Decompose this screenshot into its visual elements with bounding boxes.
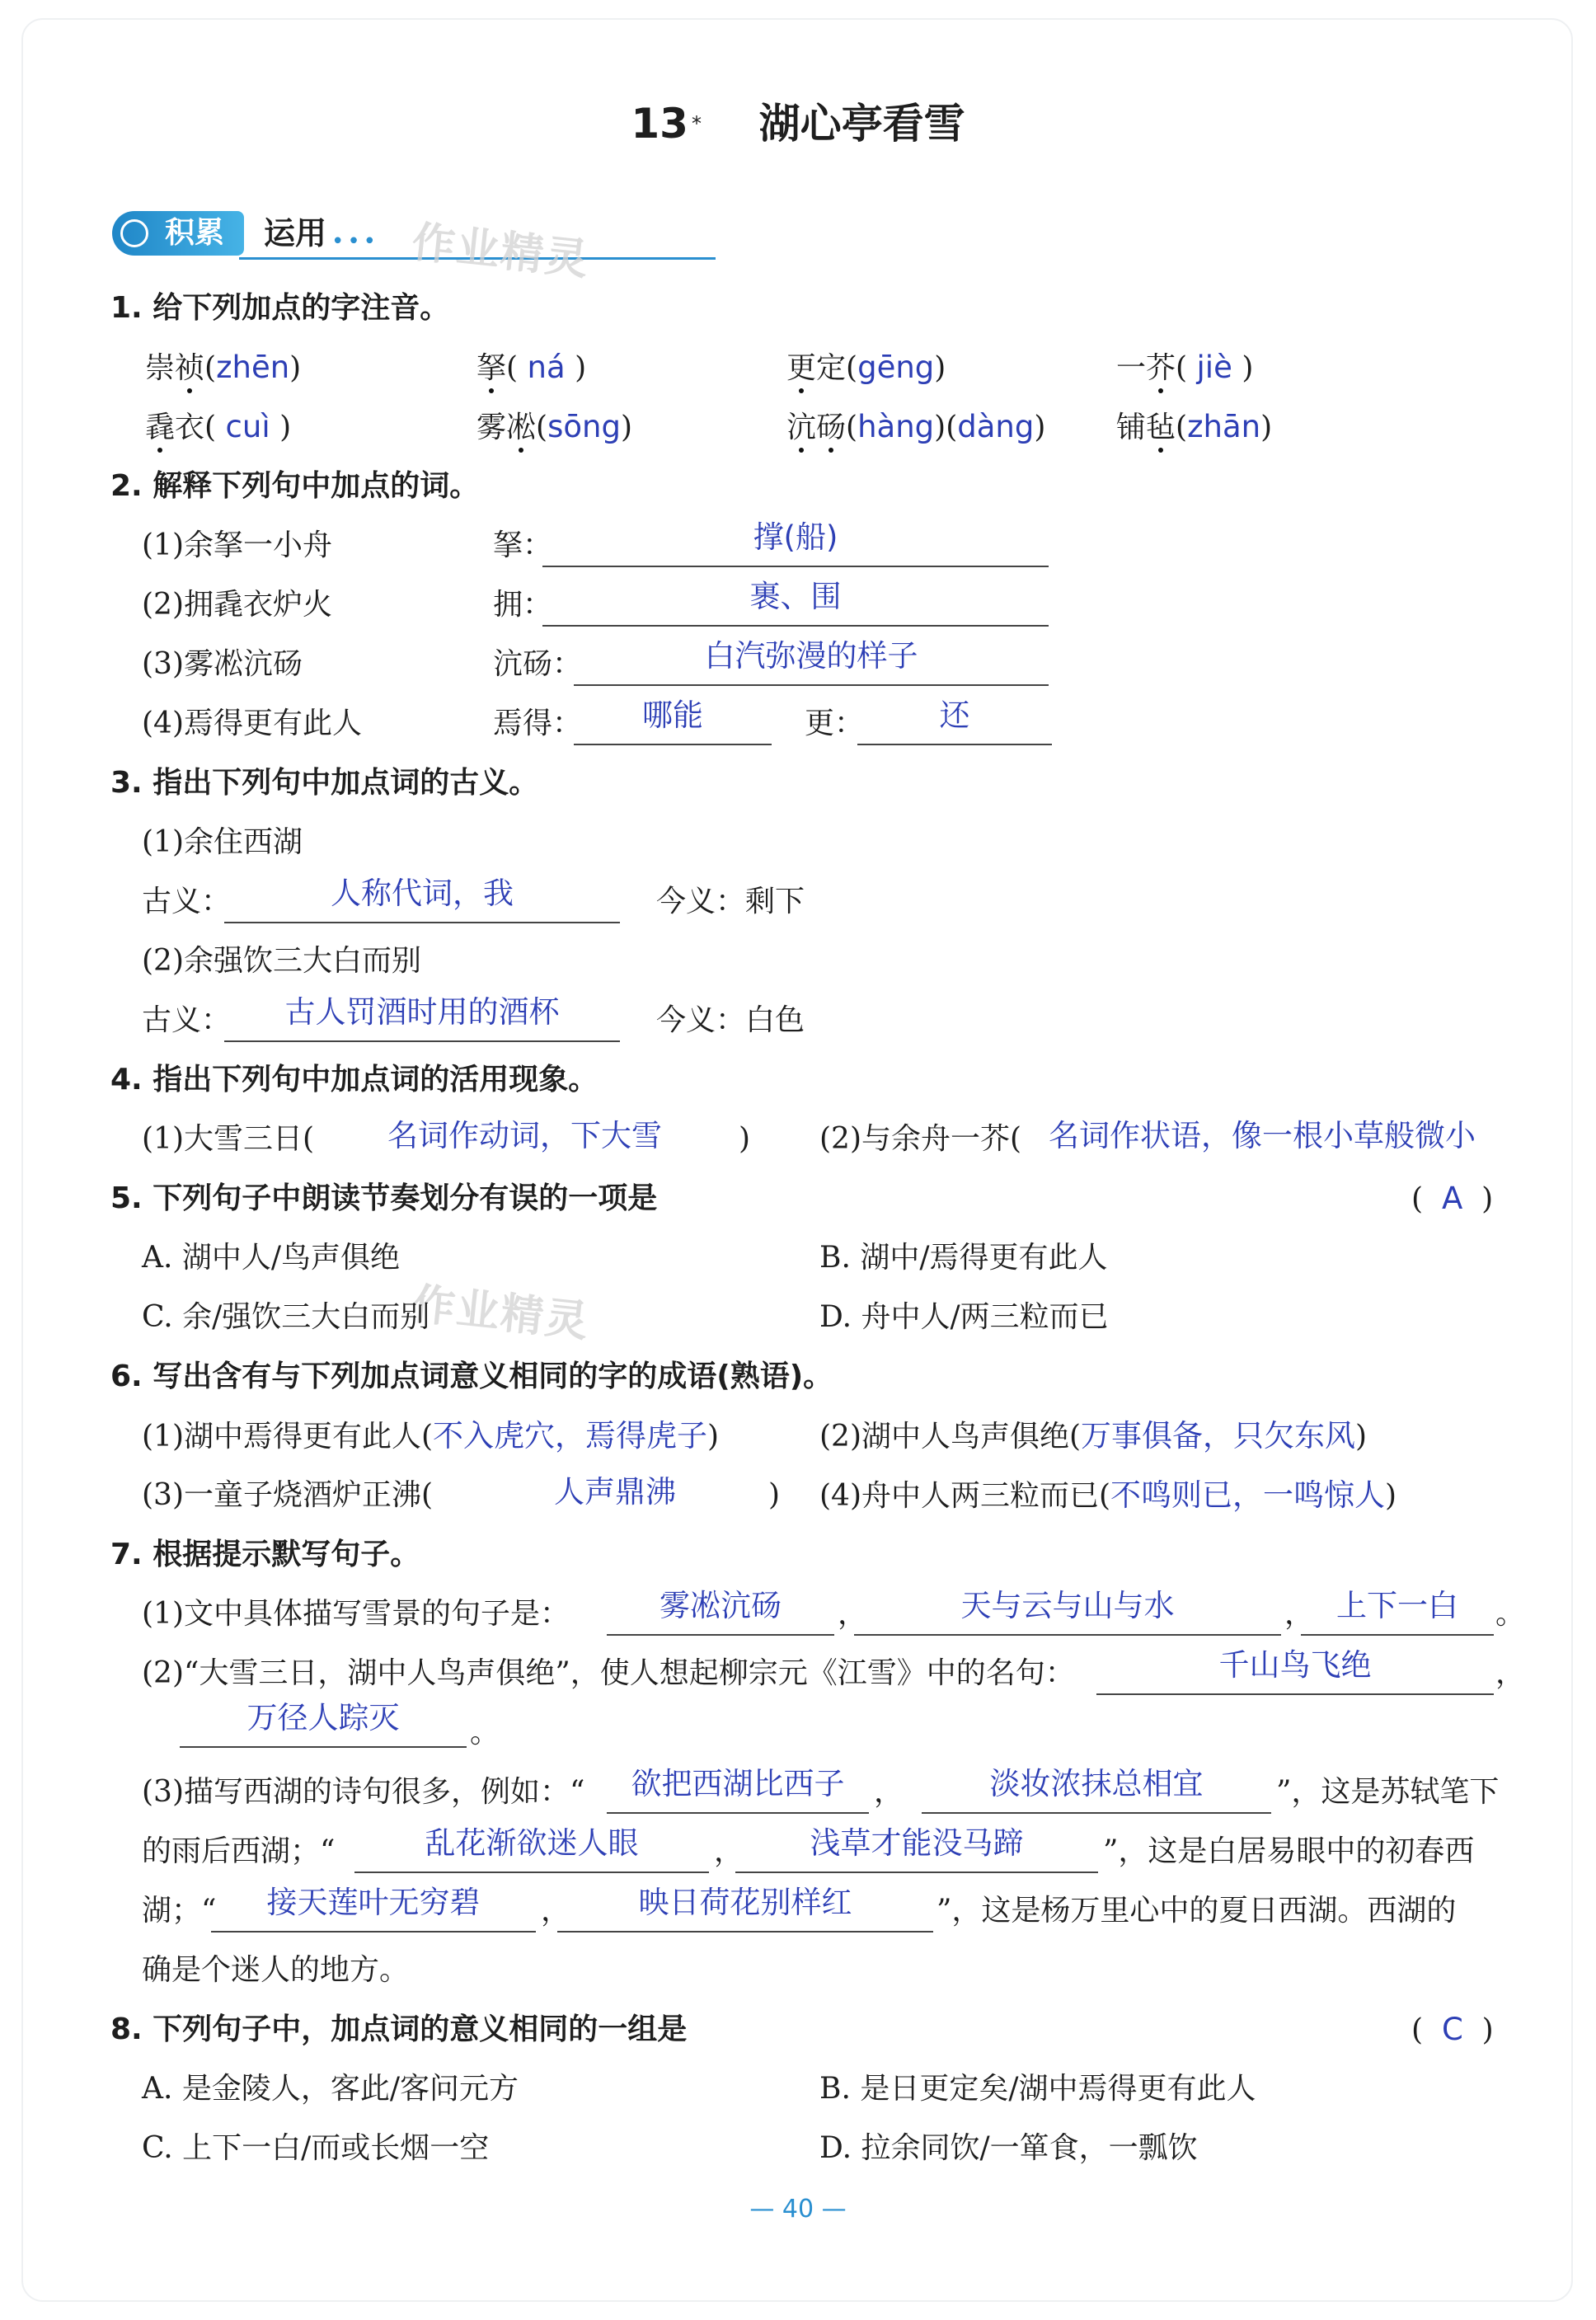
period: 。 [470, 1716, 500, 1749]
q5-option-a: A. 湖中人/鸟声俱绝 [142, 1241, 401, 1275]
q2-word-1: 拏： [493, 528, 553, 562]
q3-answer-2: 古人罚酒时用的酒杯 [284, 994, 560, 1030]
question-6-stem: 6. 写出含有与下列加点词意义相同的字的成语(熟语)。 [110, 1360, 833, 1393]
comma: ， [874, 1775, 904, 1809]
q4-close-1: ) [739, 1122, 751, 1156]
q2-answer-4: 哪能 [642, 697, 703, 733]
q8-option-d: D. 拉余同饮/一箪食，一瓢饮 [819, 2131, 1198, 2165]
q2-sentence-2: (2)拥毳衣炉火 [142, 588, 332, 622]
watermark: 作业精灵 [409, 1279, 592, 1348]
answer-line [224, 922, 620, 923]
q7-p3-a: 欲把西湖比西子 [631, 1766, 845, 1801]
q2-answer-2: 裹、围 [749, 579, 842, 614]
section-dots: ••• [331, 229, 380, 254]
answer-line [607, 1812, 869, 1814]
period: 。 [1495, 1597, 1526, 1631]
question-4-stem: 4. 指出下列句中加点词的活用现象。 [110, 1063, 598, 1097]
q7-p2-a: 千山鸟飞绝 [1218, 1647, 1372, 1683]
section-badge: 积累 [112, 211, 244, 256]
q2-answer-3: 白汽弥漫的样子 [704, 638, 918, 674]
q2-sentence-1: (1)余拏一小舟 [142, 528, 332, 562]
q2-sentence-4: (4)焉得更有此人 [142, 707, 362, 740]
q6-item-2: (2)湖中人鸟声俱绝(万事俱备，只欠东风) [819, 1418, 1368, 1454]
answer-line [224, 1040, 620, 1042]
question-1-stem: 1. 给下列加点的字注音。 [110, 291, 450, 325]
comma: ， [1495, 1656, 1526, 1690]
comma: ， [714, 1834, 744, 1868]
q6-item-3: (3)一童子烧酒炉正沸( [142, 1478, 434, 1512]
q3-answer-1: 人称代词，我 [331, 876, 514, 911]
q7-p1-c: 上下一白 [1336, 1588, 1458, 1623]
q1-item-4: 一芥( jiè ) [1116, 350, 1254, 385]
answer-line [574, 684, 1049, 686]
q6-item-1: (1)湖中焉得更有此人(不入虎穴，焉得虎子) [142, 1418, 720, 1454]
q4-answer-2: 名词作状语，像一根小草般微小 [1049, 1118, 1476, 1153]
q1-item-7: 沆砀(hàng)(dàng) [786, 409, 1046, 444]
answer-line [1301, 1634, 1494, 1636]
q2-answer-4b: 还 [939, 697, 970, 733]
q7-p3-line3: 湖；“ [142, 1894, 217, 1928]
q7-p2-text: (2)“大雪三日，湖中人鸟声俱绝”，使人想起柳宗元《江雪》中的名句： [142, 1656, 1075, 1690]
q1-item-8: 铺毡(zhān) [1116, 409, 1273, 444]
q5-option-c: C. 余/强饮三大白而别 [142, 1300, 430, 1334]
comma: ， [1284, 1597, 1315, 1631]
q3-sentence-1: (1)余住西湖 [142, 825, 303, 859]
q7-p3-line1-end: ”，这是苏轼笔下 [1276, 1775, 1500, 1809]
answer-line [735, 1871, 1098, 1873]
q2-word-4b: 更： [805, 707, 865, 740]
q5-option-d: D. 舟中人/两三粒而已 [819, 1300, 1109, 1334]
comma: ， [541, 1894, 571, 1928]
q8-option-b: B. 是日更定矣/湖中焉得更有此人 [819, 2072, 1256, 2106]
q2-word-3: 沆砀： [493, 647, 583, 681]
q7-p3-f: 映日荷花别样红 [638, 1885, 852, 1920]
answer-line [607, 1634, 834, 1636]
answer-line [211, 1931, 536, 1933]
answer-line [180, 1746, 467, 1748]
q7-p2-b: 万径人踪灭 [246, 1700, 400, 1735]
q8-option-a: A. 是金陵人，客此/客问元方 [142, 2072, 519, 2106]
answer-line [854, 1634, 1281, 1636]
q8-option-c: C. 上下一白/而或长烟一空 [142, 2131, 490, 2165]
q2-word-2: 拥： [493, 588, 553, 622]
q3-modern-2: 今义：白色 [656, 1003, 805, 1037]
answer-line [857, 744, 1052, 745]
q1-item-3: 更定(gēng) [786, 350, 946, 385]
question-3-stem: 3. 指出下列句中加点词的古义。 [110, 766, 539, 800]
q7-p1-text: (1)文中具体描写雪景的句子是： [142, 1597, 570, 1631]
q1-item-5: 毳衣( cuì ) [145, 409, 292, 444]
q8-answer-box: ( C ) [1411, 2012, 1494, 2047]
q7-p3-line1: (3)描写西湖的诗句很多，例如：“ [142, 1775, 585, 1809]
q3-sentence-2: (2)余强饮三大白而别 [142, 944, 421, 978]
answer-line [542, 625, 1049, 627]
q7-p3-line4: 确是个迷人的地方。 [142, 1953, 410, 1987]
q7-p1-b: 天与云与山与水 [960, 1588, 1175, 1623]
question-8-stem: 8. 下列句子中，加点词的意义相同的一组是 [110, 2012, 688, 2046]
q7-p3-e: 接天莲叶无穷碧 [266, 1885, 481, 1920]
answer-line [557, 1931, 933, 1933]
question-7-stem: 7. 根据提示默写句子。 [110, 1538, 420, 1571]
q1-item-2: 拏( ná ) [476, 350, 587, 385]
q3-label-2: 古义： [142, 1003, 232, 1037]
q7-p3-c: 乱花渐欲迷人眼 [425, 1825, 639, 1861]
q5-answer-box: ( A ) [1411, 1181, 1494, 1216]
answer-line [922, 1812, 1271, 1814]
answer-line [1096, 1693, 1494, 1695]
badge-icon [120, 219, 148, 247]
q2-word-4: 焉得： [493, 707, 583, 740]
comma: ， [838, 1597, 868, 1631]
watermark: 作业精灵 [409, 217, 592, 286]
q7-p3-b: 淡妆浓抹总相宜 [989, 1766, 1204, 1801]
section-label: 运用 [264, 215, 327, 251]
q1-item-6: 雾凇(sōng) [476, 409, 632, 444]
q4-answer-1: 名词作动词，下大雪 [387, 1118, 662, 1153]
q7-p3-d: 浅草才能没马蹄 [810, 1825, 1024, 1861]
q6-close-3: ) [768, 1478, 781, 1512]
q3-label-1: 古义： [142, 885, 232, 918]
question-2-stem: 2. 解释下列句中加点的词。 [110, 469, 480, 503]
answer-line [574, 744, 772, 745]
q7-p1-a: 雾凇沆砀 [660, 1588, 782, 1623]
q4-sentence-1: (1)大雪三日( [142, 1122, 315, 1156]
q2-sentence-3: (3)雾凇沆砀 [142, 647, 303, 681]
lesson-title: 13 * 湖心亭看雪 [631, 100, 965, 148]
q5-option-b: B. 湖中/焉得更有此人 [819, 1241, 1108, 1275]
q7-p3-line3-end: ”，这是杨万里心中的夏日西湖。西湖的 [936, 1894, 1457, 1928]
q3-modern-1: 今义：剩下 [656, 885, 805, 918]
answer-line [542, 566, 1049, 567]
q7-p3-line2-end: ”，这是白居易眼中的初春西 [1103, 1834, 1475, 1868]
page-number: — 40 — [749, 2195, 847, 2224]
question-5-stem: 5. 下列句子中朗读节奏划分有误的一项是 [110, 1181, 658, 1215]
q1-item-1: 崇祯(zhēn) [145, 350, 302, 385]
q7-p3-line2: 的雨后西湖；“ [142, 1834, 336, 1868]
q4-sentence-2: (2)与余舟一芥( [819, 1122, 1022, 1156]
q6-answer-3: 人声鼎沸 [554, 1474, 676, 1510]
answer-line [354, 1871, 709, 1873]
q2-answer-1: 撑(船) [753, 519, 838, 555]
q6-item-4: (4)舟中人两三粒而已(不鸣则已，一鸣惊人) [819, 1477, 1397, 1513]
